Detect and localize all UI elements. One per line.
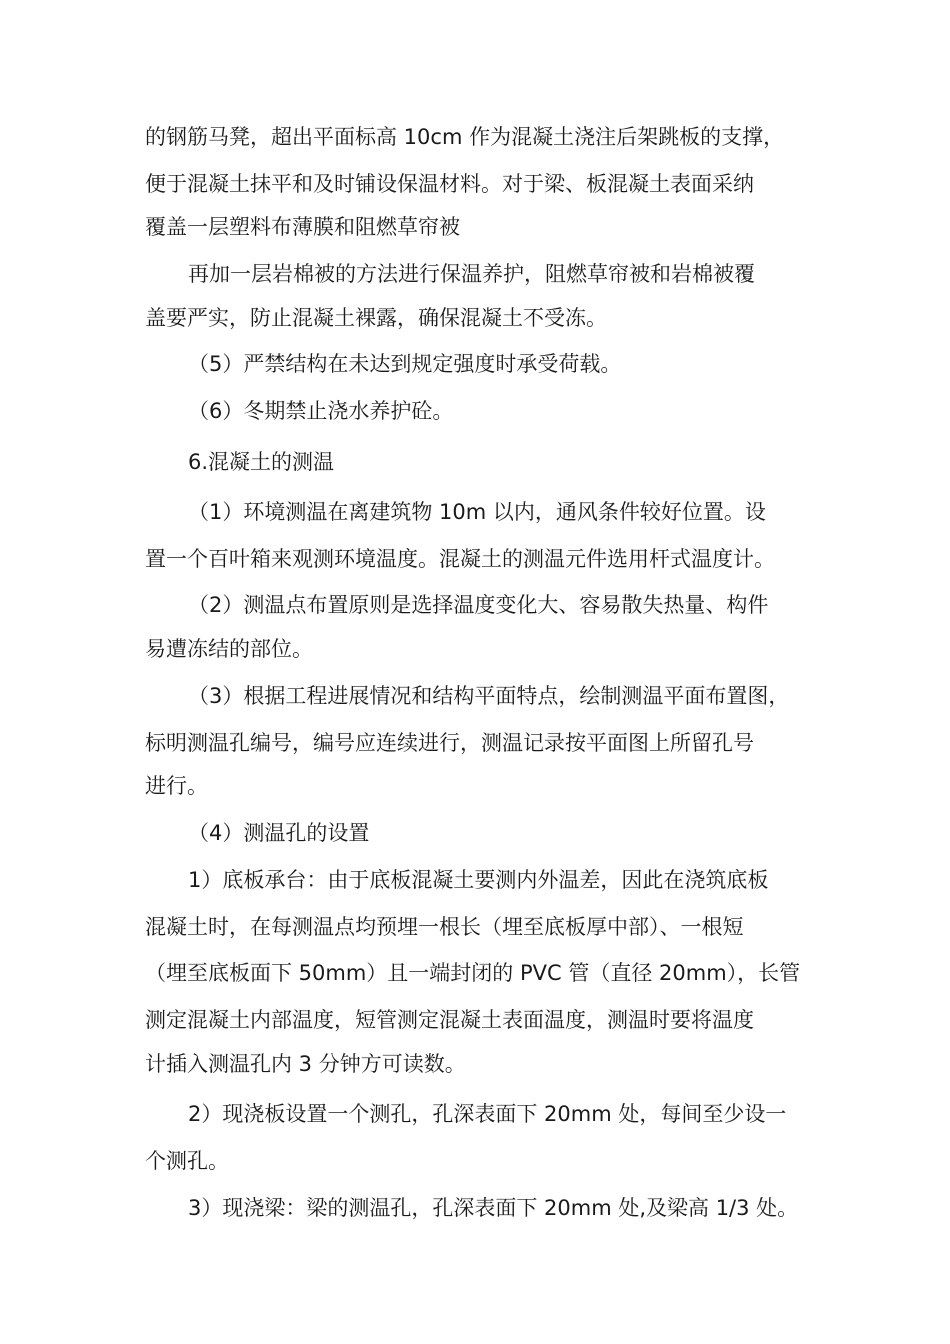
text-line: 1）底板承台：由于底板混凝土要测内外温差，因此在浇筑底板 — [188, 868, 769, 892]
text-line: 便于混凝土抹平和及时铺设保温材料。对于梁、板混凝土表面采纳 — [145, 172, 754, 196]
text-line: 个测孔。 — [145, 1149, 229, 1173]
section-heading: 6.混凝土的测温 — [188, 450, 335, 474]
text-line: 置一个百叶箱来观测环境温度。混凝土的测温元件选用杆式温度计。 — [145, 547, 775, 571]
text-line: 盖要严实，防止混凝土裸露，确保混凝土不受冻。 — [145, 306, 607, 330]
text-line: （2）测温点布置原则是选择温度变化大、容易散失热量、构件 — [188, 593, 769, 617]
text-line: （6）冬期禁止浇水养护砼。 — [188, 399, 454, 423]
text-line: 的钢筋马凳，超出平面标高 10cm 作为混凝土浇注后架跳板的支撑， — [145, 125, 785, 149]
text-line: 3）现浇梁：梁的测温孔，孔深表面下 20mm 处,及梁高 1/3 处。 — [188, 1196, 799, 1220]
text-line: 计插入测温孔内 3 分钟方可读数。 — [145, 1052, 466, 1076]
text-line: （3）根据工程进展情况和结构平面特点，绘制测温平面布置图， — [188, 684, 790, 708]
text-line: 易遭冻结的部位。 — [145, 637, 313, 661]
text-line: （5）严禁结构在未达到规定强度时承受荷载。 — [188, 352, 622, 376]
text-line: 测定混凝土内部温度，短管测定混凝土表面温度，测温时要将温度 — [145, 1008, 754, 1032]
text-line: 再加一层岩棉被的方法进行保温养护，阻燃草帘被和岩棉被覆 — [188, 262, 755, 286]
text-line: （1）环境测温在离建筑物 10m 以内，通风条件较好位置。设 — [188, 500, 766, 524]
text-line: 标明测温孔编号，编号应连续进行，测温记录按平面图上所留孔号 — [145, 731, 754, 755]
text-line: 覆盖一层塑料布薄膜和阻燃草帘被 — [145, 215, 460, 239]
text-line: （埋至底板面下 50mm）且一端封闭的 PVC 管（直径 20mm），长管 — [145, 961, 801, 985]
text-line: 2）现浇板设置一个测孔，孔深表面下 20mm 处，每间至少设一 — [188, 1102, 787, 1126]
text-line: 混凝土时，在每测温点均预埋一根长（埋至底板厚中部）、一根短 — [145, 915, 744, 939]
text-line: （4）测温孔的设置 — [188, 821, 370, 845]
text-line: 进行。 — [145, 774, 208, 798]
